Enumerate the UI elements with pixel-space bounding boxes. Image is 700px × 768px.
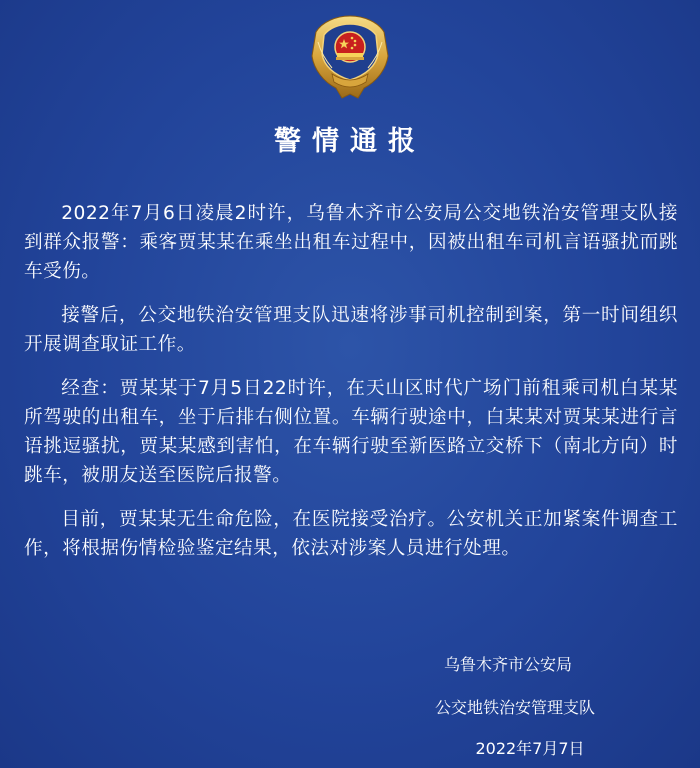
notice-title: 警情通报 — [274, 126, 426, 157]
notice-paragraph: 经查：贾某某于7月5日22时许，在天山区时代广场门前租乘司机白某某所驾驶的出租车，坐于后排右侧位置。车辆行驶途中，白某某对贾某某进行言语挑逗骚扰，贾某某感到害怕，在车辆行驶至新医路立交桥下（南北方向）时跳车，被朋友送至医院后报警。 — [24, 378, 678, 486]
notice-paragraph: 2022年7月6日凌晨2时许，乌鲁木齐市公安局公交地铁治安管理支队接到群众报警：乘客贾某某在乘坐出租车过程中，因被出租车司机言语骚扰而跳车受伤。 — [24, 203, 678, 282]
notice-paragraph: 目前，贾某某无生命危险，在医院接受治疗。公安机关正加紧案件调查工作，将根据伤情检验鉴定结果，依法对涉案人员进行处理。 — [24, 509, 678, 559]
notice-paragraph: 接警后，公交地铁治安管理支队迅速将涉事司机控制到案，第一时间组织开展调查取证工作。 — [24, 305, 678, 355]
police-emblem-icon — [306, 12, 394, 102]
signature-unit: 公交地铁治安管理支队 — [434, 698, 595, 717]
signature-organization: 乌鲁木齐市公安局 — [443, 655, 572, 674]
signature-date: 2022年7月7日 — [475, 739, 585, 758]
notice-body — [24, 199, 678, 578]
